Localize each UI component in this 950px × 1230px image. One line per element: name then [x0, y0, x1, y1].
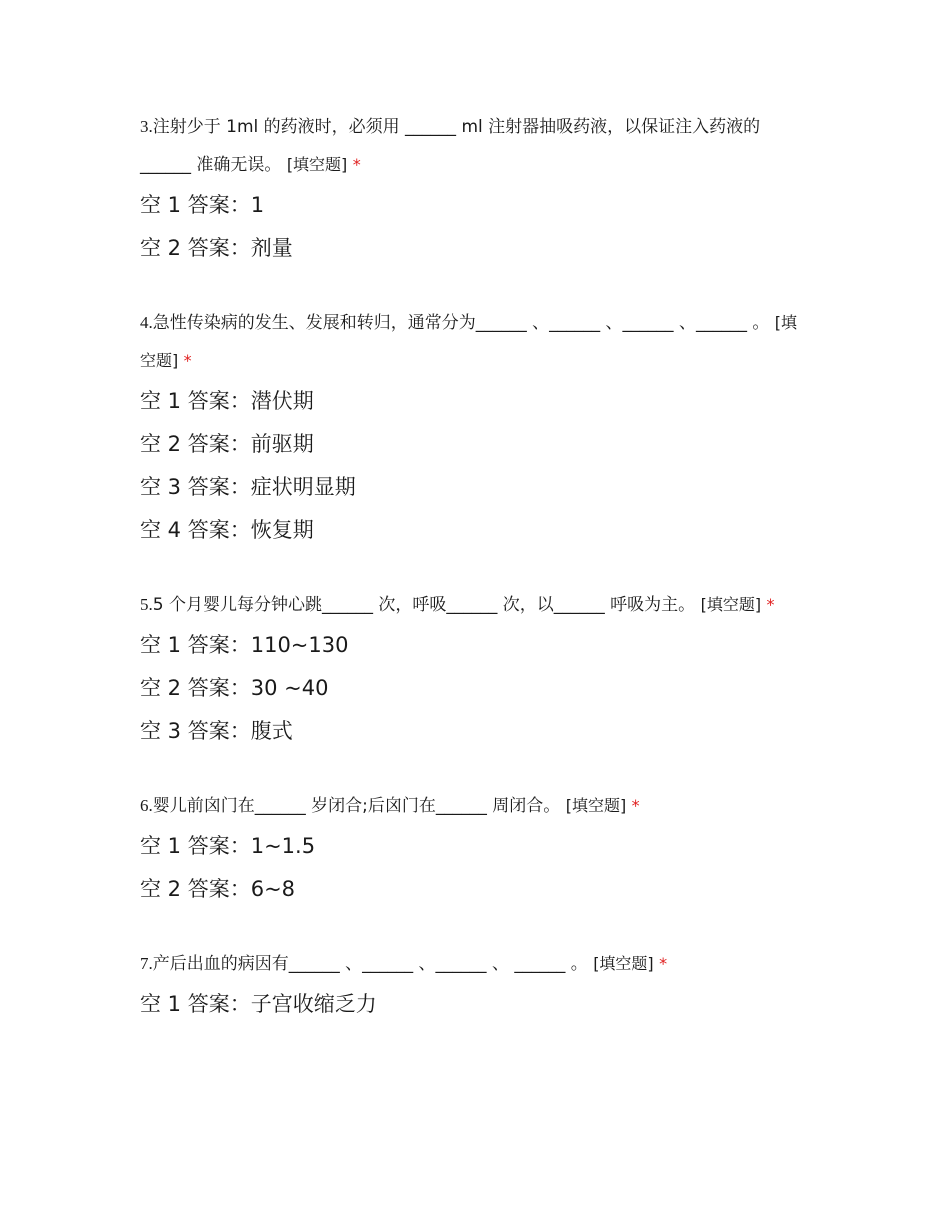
- answer-row: [140, 868, 810, 911]
- question-body: 婴儿前囟门在______ 岁闭合;后囟门在______ 周闭合。: [152, 796, 561, 816]
- answer-row: [140, 227, 810, 270]
- answer-label: 空 1 答案：: [140, 193, 251, 217]
- answer-label: 空 1 答案：: [140, 633, 251, 657]
- question-text: [140, 304, 810, 380]
- answer-value: 腹式: [250, 719, 293, 743]
- answer-row: [140, 825, 810, 868]
- required-mark: *: [631, 796, 640, 815]
- answer-label: 空 2 答案：: [140, 432, 251, 456]
- question-number: 3.: [140, 117, 153, 136]
- required-mark: *: [659, 954, 668, 973]
- answer-row: [140, 184, 810, 227]
- answer-value: 恢复期: [250, 518, 314, 542]
- question-type-tag: [填空题]: [286, 155, 348, 174]
- question-body: 注射少于 1ml 的药液时，必须用 ______ ml 注射器抽吸药液，以保证注入药液的 ______ 准确无误。: [140, 117, 761, 175]
- answer-row: [140, 667, 810, 710]
- answer-value: 110~130: [250, 633, 349, 657]
- question-type-tag: [填空题]: [140, 313, 798, 370]
- question-number: 5.: [140, 595, 153, 614]
- answer-row: [140, 624, 810, 667]
- question-number: 7.: [140, 954, 153, 973]
- required-mark: *: [183, 351, 192, 370]
- question-type-tag: [填空题]: [700, 595, 762, 614]
- answer-value: 1~1.5: [250, 834, 316, 858]
- question-4: [140, 304, 810, 552]
- answer-row: [140, 423, 810, 466]
- answer-label: 空 4 答案：: [140, 518, 251, 542]
- question-body: 5 个月婴儿每分钟心跳______ 次，呼吸______ 次，以______ 呼吸为主。: [152, 595, 696, 615]
- question-7: [140, 945, 810, 1026]
- answer-label: 空 1 答案：: [140, 834, 251, 858]
- answer-value: 症状明显期: [250, 475, 356, 499]
- answer-value: 子宫收缩乏力: [250, 992, 377, 1016]
- answer-label: 空 2 答案：: [140, 676, 251, 700]
- answer-row: [140, 710, 810, 753]
- answer-row: [140, 380, 810, 423]
- answer-label: 空 2 答案：: [140, 236, 251, 260]
- question-5: [140, 586, 810, 753]
- question-text: [140, 787, 810, 825]
- question-body: 急性传染病的发生、发展和转归，通常分为______ 、______ 、______ 、______ 。: [152, 313, 770, 333]
- question-text: [140, 945, 810, 983]
- answer-value: 30 ~40: [250, 676, 329, 700]
- answer-value: 剂量: [250, 236, 293, 260]
- answer-label: 空 3 答案：: [140, 719, 251, 743]
- question-type-tag: [填空题]: [593, 954, 654, 973]
- question-body: 产后出血的病因有______ 、______ 、______ 、 ______ 。: [152, 954, 588, 974]
- answer-value: 潜伏期: [250, 389, 314, 413]
- answer-row: [140, 466, 810, 509]
- answer-value: 1: [250, 193, 265, 217]
- answer-value: 前驱期: [250, 432, 314, 456]
- answer-label: 空 1 答案：: [140, 992, 251, 1016]
- answer-row: [140, 983, 810, 1026]
- answer-value: 6~8: [250, 877, 296, 901]
- answer-label: 空 2 答案：: [140, 877, 251, 901]
- question-text: [140, 108, 810, 184]
- question-6: [140, 787, 810, 911]
- required-mark: *: [766, 595, 775, 614]
- required-mark: *: [352, 155, 361, 174]
- question-3: [140, 108, 810, 270]
- answer-label: 空 1 答案：: [140, 389, 251, 413]
- answer-row: [140, 509, 810, 552]
- question-number: 6.: [140, 796, 153, 815]
- question-type-tag: [填空题]: [565, 796, 627, 815]
- answer-label: 空 3 答案：: [140, 475, 251, 499]
- survey-answer-sheet: [140, 108, 810, 1060]
- question-number: 4.: [140, 313, 153, 332]
- question-text: [140, 586, 810, 624]
